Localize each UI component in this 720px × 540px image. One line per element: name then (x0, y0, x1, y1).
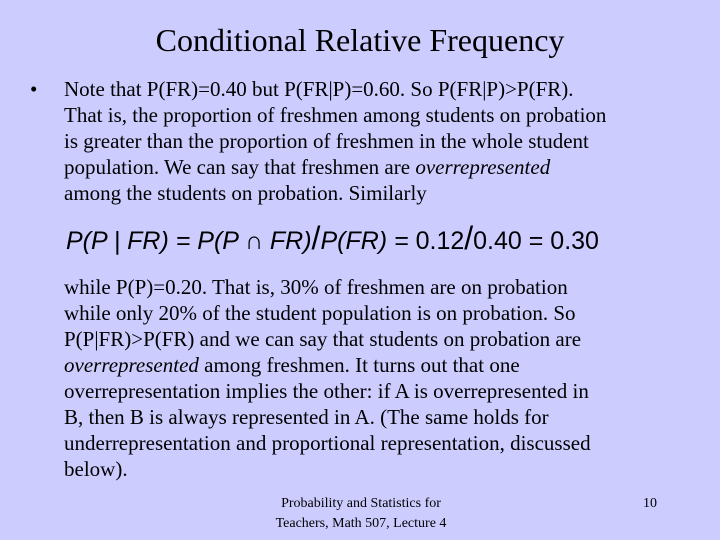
emphasis-overrepresented-2: overrepresented (64, 353, 199, 377)
paragraph-2-line-2: while only 20% of the student population is on probation. So (64, 301, 576, 325)
paragraph-1-line-4-text: population. We can say that freshmen are (64, 155, 416, 179)
footer-line-2: Teachers, Math 507, Lecture 4 (275, 516, 447, 531)
paragraph-2-line-3: P(P|FR)>P(FR) and we can say that students on probation are (64, 327, 582, 351)
paragraph-2-line-5: overrepresentation implies the other: if A is overrepresented in (64, 379, 589, 403)
paragraph-2 (64, 274, 704, 482)
formula-lhs: P(P | FR) = P(P ∩ FR) (66, 227, 312, 255)
paragraph-2-line-4-text: among freshmen. It turns out that one (198, 353, 520, 377)
footer-line-1: Probability and Statistics for (281, 496, 441, 511)
paragraph-1-line-3: is greater than the proportion of freshmen in the whole student (64, 129, 589, 153)
formula-slash: / (311, 220, 321, 256)
paragraph-1-line-4 (64, 154, 704, 180)
paragraph-1-line-2: That is, the proportion of freshmen among students on probation (64, 103, 607, 127)
paragraph-2-line-4 (64, 352, 704, 378)
paragraph-2-line-1: while P(P)=0.20. That is, 30% of freshmen are on probation (64, 275, 568, 299)
conditional-probability-formula (66, 216, 686, 260)
bullet-dot-icon: • (30, 77, 38, 101)
paragraph-2-line-7: underrepresentation and proportional representation, discussed (64, 431, 591, 455)
paragraph-1-line-5: among the students on probation. Similarly (64, 181, 427, 205)
paragraph-2-line-8: below). (64, 457, 128, 481)
paragraph-1-line-1: Note that P(FR)=0.40 but P(FR|P)=0.60. So P(FR|P)>P(FR). (64, 77, 574, 101)
formula-denominator: 0.40 = 0.30 (473, 227, 599, 255)
page-number: 10 (643, 496, 657, 511)
formula-mid: P(FR) = (320, 227, 416, 255)
formula-slash-2: / (464, 220, 474, 256)
slide-title: Conditional Relative Frequency (155, 22, 565, 58)
emphasis-overrepresented: overrepresented (415, 155, 551, 179)
paragraph-2-line-6: B, then B is always represented in A. (The same holds for (64, 405, 549, 429)
paragraph-1 (64, 76, 704, 206)
formula-numerator: 0.12 (415, 227, 465, 255)
slide-footer (262, 494, 460, 534)
